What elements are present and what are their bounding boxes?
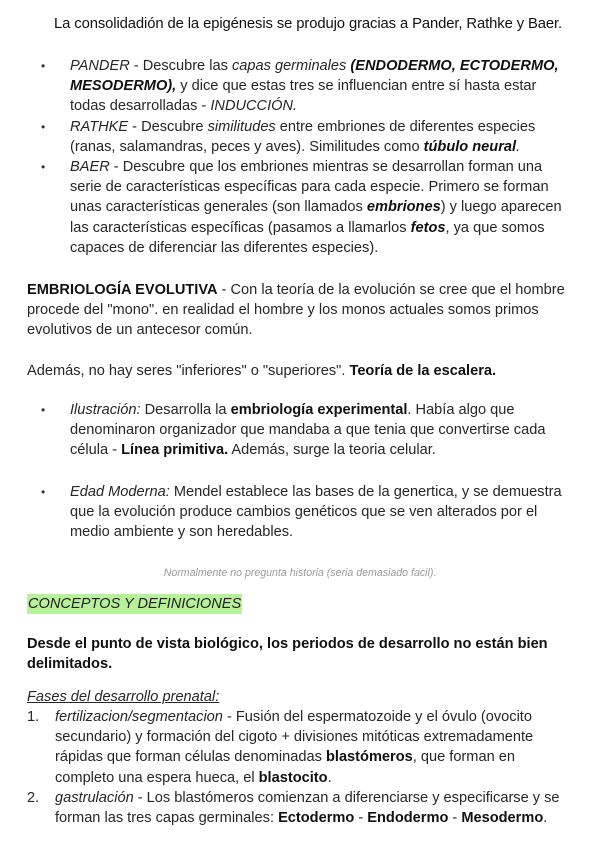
linea-primitiva: Línea primitiva. bbox=[121, 442, 229, 459]
text: ) y luego aparecen las características específicas (pasamos a llamarlos bbox=[70, 199, 562, 236]
text: , ya que somos capaces de diferenciar las diferentes especies). bbox=[70, 219, 545, 256]
bullet-icon: • bbox=[41, 119, 46, 134]
text: - bbox=[448, 810, 462, 827]
text: . bbox=[327, 769, 332, 786]
text: . bbox=[543, 810, 548, 827]
fases-heading: Fases del desarrollo prenatal: bbox=[27, 689, 220, 705]
scientists-list bbox=[41, 56, 576, 258]
endodermo: Endodermo bbox=[367, 810, 449, 827]
text: Desarrolla la bbox=[140, 402, 231, 418]
blastocito: blastocito bbox=[258, 769, 328, 786]
text: . Había algo que denominaron organizador que mandaba a que tenia que convertirse cada célula - bbox=[70, 402, 546, 459]
list-number: 2. bbox=[27, 789, 40, 806]
text: entre embriones de diferentes especies (ranas, salamandras, peces y aves). Similitudes como bbox=[70, 118, 536, 155]
germ-layers: (ENDODERMO, ECTODERMO, MESODERMO), bbox=[70, 58, 559, 95]
list-item-baer bbox=[41, 157, 576, 258]
tubulo-neural: túbulo neural bbox=[423, 138, 517, 155]
edad-moderna-list bbox=[41, 482, 576, 543]
text: , que forman en completo una espera hueca, el bbox=[55, 749, 515, 786]
evolutiva-paragraph bbox=[27, 280, 577, 341]
text: - bbox=[354, 810, 368, 827]
name-baer: BAER bbox=[70, 159, 110, 176]
list-item-fase-2 bbox=[27, 788, 575, 828]
name-pander: PANDER bbox=[70, 58, 130, 74]
embriologia-experimental: embriología experimental bbox=[230, 402, 408, 418]
list-item-edad-moderna bbox=[41, 482, 576, 543]
conceptos-heading: CONCEPTOS Y DEFINICIONES bbox=[27, 594, 242, 614]
ectodermo: Ectodermo bbox=[278, 810, 355, 827]
blastomeros: blastómeros bbox=[325, 749, 413, 766]
fetos: fetos bbox=[410, 219, 446, 236]
fase-term: gastrulación bbox=[55, 789, 134, 806]
bullet-icon: • bbox=[41, 59, 46, 73]
list-item-ilustracion bbox=[41, 400, 576, 461]
text: - Fusión del espermatozoide y el óvulo (ovocito secundario) y formación del cigoto + divisiones mitóticas extremadamente rápidas que forman células denominadas bbox=[55, 709, 534, 766]
fase-term: fertilizacion/segmentacion bbox=[55, 709, 223, 725]
ilustracion-label: Ilustración: bbox=[70, 402, 141, 418]
list-item-fase-1 bbox=[27, 707, 575, 788]
list-item-pander bbox=[41, 56, 576, 117]
name-rathke: RATHKE bbox=[70, 118, 129, 135]
text: - Los blastómeros comienzan a diferenciarse y especificarse y se forman las tres capas germinales: bbox=[55, 789, 560, 827]
text: y dice que estas tres se influencian entre sí hasta estar todas desarrolladas - bbox=[70, 78, 537, 115]
teoria-escalera: Teoría de la escalera. bbox=[349, 363, 497, 379]
text: Mendel establece las bases de la genertica, y se demuestra que la evolución produce cambios genéticos que se ven alterados por el medio ambiente y son heredables. bbox=[70, 484, 562, 541]
list-number: 1. bbox=[27, 709, 40, 725]
text: . bbox=[516, 138, 521, 155]
mesodermo: Mesodermo bbox=[461, 810, 544, 827]
text-italic: similitudes bbox=[207, 118, 276, 135]
embriones: embriones bbox=[366, 199, 441, 216]
text: - Con la teoría de la evolución se cree que el hombre procede del "mono". en realidad el hombre y los monos actuales somos primos evolutivos de un antecesor común. bbox=[27, 282, 565, 339]
bullet-icon: • bbox=[41, 485, 46, 499]
footnote: Normalmente no pregunta historia (seria demasiado facil). bbox=[163, 567, 437, 579]
page-title: La consolidadión de la epigénesis se produjo gracias a Pander, Rathke y Baer. bbox=[54, 16, 563, 32]
bullet-icon: • bbox=[41, 160, 46, 175]
edad-moderna-label: Edad Moderna: bbox=[70, 484, 170, 500]
induccion: INDUCCIÓN. bbox=[210, 98, 298, 115]
periodos-paragraph: Desde el punto de vista biológico, los periodos de desarrollo no están bien delimitados. bbox=[27, 636, 548, 673]
text: - Descubre bbox=[128, 118, 208, 135]
list-item-rathke bbox=[41, 117, 576, 157]
text: - Descubre que los embriones mientras se desarrollan forman una serie de características específicas para cada especie. Primero se forman unas características generales (son llamados bbox=[70, 159, 549, 216]
fases-list bbox=[27, 707, 575, 828]
text-italic: capas germinales bbox=[231, 58, 347, 74]
ademas-paragraph bbox=[27, 361, 577, 381]
bullet-icon: • bbox=[41, 403, 46, 417]
ilustracion-list bbox=[41, 400, 576, 461]
evolutiva-heading: EMBRIOLOGÍA EVOLUTIVA bbox=[27, 282, 218, 298]
text: Además, surge la teoria celular. bbox=[228, 442, 436, 459]
text: Además, no hay seres "inferiores" o "superiores". bbox=[27, 363, 350, 379]
text: - Descubre las bbox=[129, 58, 232, 74]
